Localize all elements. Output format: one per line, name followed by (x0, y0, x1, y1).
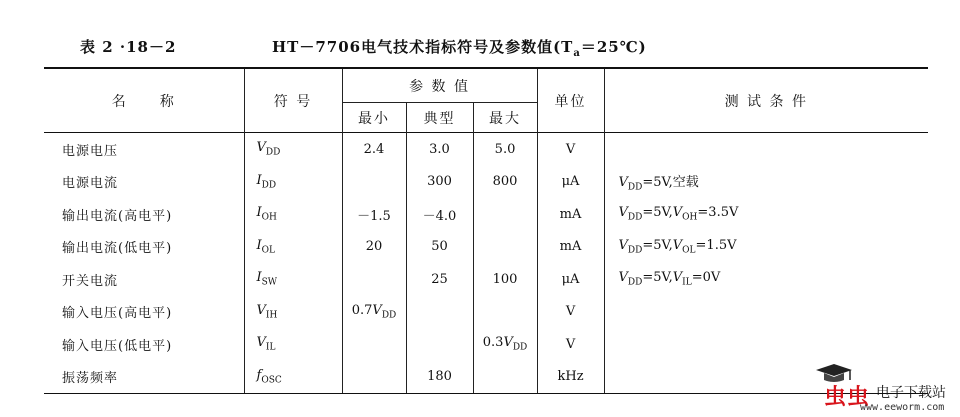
cell-max (473, 231, 537, 264)
cell-typ: 25 (406, 263, 473, 296)
header-conditions: 测 试 条 件 (604, 68, 928, 133)
cell-unit: kHz (537, 361, 604, 394)
table-row (44, 133, 928, 166)
cell-typ: －4.0 (406, 198, 473, 231)
cell-max (473, 361, 537, 394)
cell-cond: $V_{DD}=5V,V_{OH}=3.5V$ (604, 198, 928, 231)
cell-max: $0.3V_{DD}$ (473, 328, 537, 361)
table-title: HT－7706电气技术指标符号及参数值$(T_a=25℃)$ (272, 38, 647, 59)
cell-min (342, 263, 406, 296)
cell-min: －1.5 (342, 198, 406, 231)
cell-symbol: $V_{IL}$ (244, 328, 342, 361)
cell-min (342, 361, 406, 394)
cell-name: 电源电流 (44, 166, 244, 199)
spec-table (44, 67, 928, 394)
table-row (44, 328, 928, 361)
header-min: 最小 (342, 103, 406, 133)
cell-max: 5.0 (473, 133, 537, 166)
cell-min: 2.4 (342, 133, 406, 166)
logo-url: www.eeworm.com (860, 402, 945, 413)
cell-symbol: $I_{DD}$ (244, 166, 342, 199)
cell-name: 输出电流(低电平) (44, 231, 244, 264)
cell-symbol: $I_{SW}$ (244, 263, 342, 296)
cell-cond: $V_{DD}=5V$,空载 (604, 166, 928, 199)
cell-unit: μA (537, 166, 604, 199)
cell-symbol: $I_{OL}$ (244, 231, 342, 264)
cell-name: 输出电流(高电平) (44, 198, 244, 231)
cell-symbol: $V_{IH}$ (244, 296, 342, 329)
cell-min (342, 166, 406, 199)
table-row (44, 263, 928, 296)
header-symbol: 符 号 (244, 68, 342, 133)
cell-typ: 3.0 (406, 133, 473, 166)
cell-unit: mA (537, 231, 604, 264)
cell-unit: mA (537, 198, 604, 231)
cell-typ (406, 296, 473, 329)
table-caption (0, 36, 960, 60)
header-max: 最大 (473, 103, 537, 133)
cell-cond (604, 328, 928, 361)
header-name: 名 称 (44, 68, 244, 133)
logo-brand: 虫虫 (824, 385, 871, 410)
table-row (44, 166, 928, 199)
table-row (44, 198, 928, 231)
cell-cond (604, 133, 928, 166)
cell-typ: 300 (406, 166, 473, 199)
cell-unit: μA (537, 263, 604, 296)
cell-cond: $V_{DD}=5V,V_{IL}=0V$ (604, 263, 928, 296)
header-unit: 单位 (537, 68, 604, 133)
cell-unit: V (537, 328, 604, 361)
table-row (44, 361, 928, 394)
cell-symbol: $V_{DD}$ (244, 133, 342, 166)
cell-unit: V (537, 296, 604, 329)
cell-name: 开关电流 (44, 263, 244, 296)
table-row (44, 296, 928, 329)
cell-name: 电源电压 (44, 133, 244, 166)
cell-max (473, 198, 537, 231)
cell-max (473, 296, 537, 329)
cell-cond: $V_{DD}=5V,V_{OL}=1.5V$ (604, 231, 928, 264)
cell-max: 100 (473, 263, 537, 296)
cell-typ: 50 (406, 231, 473, 264)
site-logo (808, 358, 958, 416)
header-params: 参 数 值 (342, 68, 537, 103)
cell-symbol: $I_{OH}$ (244, 198, 342, 231)
cell-name: 振荡频率 (44, 361, 244, 394)
header-typ: 典型 (406, 103, 473, 133)
cell-typ: 180 (406, 361, 473, 394)
cell-unit: V (537, 133, 604, 166)
cell-symbol: $f_{OSC}$ (244, 361, 342, 394)
table-number: 表 2 ·18－2 (80, 38, 177, 56)
logo-site-name: 电子下载站 (876, 385, 946, 401)
table-row (44, 231, 928, 264)
cell-max: 800 (473, 166, 537, 199)
cell-cond (604, 296, 928, 329)
cell-min: $0.7V_{DD}$ (342, 296, 406, 329)
cell-name: 输入电压(低电平) (44, 328, 244, 361)
cell-typ (406, 328, 473, 361)
cell-name: 输入电压(高电平) (44, 296, 244, 329)
cell-min (342, 328, 406, 361)
cell-min: 20 (342, 231, 406, 264)
